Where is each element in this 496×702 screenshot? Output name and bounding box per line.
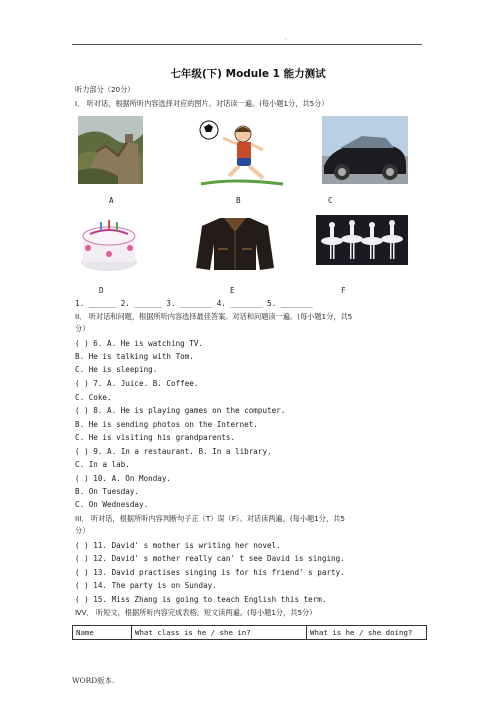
page-title: 七年级(下) Module 1 能力测试 (170, 68, 326, 80)
jacket-image (194, 214, 276, 272)
part1-instructions: Ⅰ． 听对话，根据所听内容选择对应的图片。对话读一遍。(每小题1分，共5分） (75, 99, 329, 108)
picture-label-a: A (109, 196, 114, 205)
option-line: B. He is talking with Tom. (75, 352, 194, 361)
answer-table (72, 625, 427, 640)
part3-instructions-line2: 分） (75, 526, 90, 535)
option-line: C. He is sleeping. (75, 365, 158, 374)
listening-label: 听力部分（20分） (75, 85, 135, 94)
table-header-row (73, 626, 427, 640)
answer-blanks: 1. ______ 2. ______ 3. _______ 4. _______ 5. _______ (75, 299, 313, 308)
question-line: ( ) 8. A. He is playing games on the computer. (75, 406, 286, 415)
part2-instructions-line1: ⅠⅠ． 听对话和问题，根据所听内容选择最佳答案。对话和问题读一遍。(每小题1分，共5 (75, 312, 353, 321)
header-rule (72, 44, 422, 45)
part2-instructions-line2: 分） (75, 324, 90, 333)
part4-instructions: ⅣV． 听短文，根据所听内容完成表格。短文读两遍。(每小题1分，共5分） (75, 608, 317, 617)
option-line: C. In a lab. (75, 460, 130, 469)
picture-label-f: F (341, 286, 346, 295)
tf-question: ( ) 12. David' s mother really can' t see David is singing. (75, 554, 345, 563)
picture-label-b: B (236, 196, 241, 205)
table-header-cell: What class is he / she in? (132, 626, 307, 640)
table-header-cell: Name (73, 626, 132, 640)
option-line: C. On Wednesday. (75, 500, 149, 509)
great-wall-image (78, 116, 143, 184)
tf-question: ( ) 11. David' s mother is writing her novel. (75, 541, 281, 550)
option-line: B. He is sending photos on the Internet. (75, 420, 258, 429)
birthday-cake-image (78, 214, 140, 274)
soccer-boy-image (193, 118, 288, 188)
question-line: ( ) 10. A. On Monday. (75, 474, 172, 483)
header-dot: · (284, 36, 288, 43)
tf-question: ( ) 14. The party is on Sunday. (75, 581, 217, 590)
question-line: ( ) 7. A. Juice. B. Coffee. (75, 379, 199, 388)
tf-question: ( ) 15. Miss Zhang is going to teach English this term. (75, 595, 327, 604)
picture-label-e: E (230, 286, 235, 295)
part3-instructions-line1: ⅠⅠⅠ． 听对话，根据所听内容判断句子正（T）误（F）。对话读两遍。(每小题1分，共5 (75, 514, 345, 523)
footer-text: WORD版本. (72, 676, 115, 685)
question-line: ( ) 6. A. He is watching TV. (75, 339, 204, 348)
option-line: C. Coke. (75, 393, 112, 402)
picture-label-d: D (99, 286, 104, 295)
tf-question: ( ) 13. David practises singing is for his friend' s party. (75, 568, 345, 577)
option-line: C. He is visiting his grandparents. (75, 433, 236, 442)
table-header-cell: What is he / she doing? (307, 626, 427, 640)
ballet-dancers-image (316, 215, 408, 265)
car-image (322, 116, 408, 184)
question-line: ( ) 9. A. In a restaurant. B. In a library. (75, 447, 272, 456)
option-line: B. On Tuesday. (75, 487, 140, 496)
picture-label-c: C (328, 196, 333, 205)
